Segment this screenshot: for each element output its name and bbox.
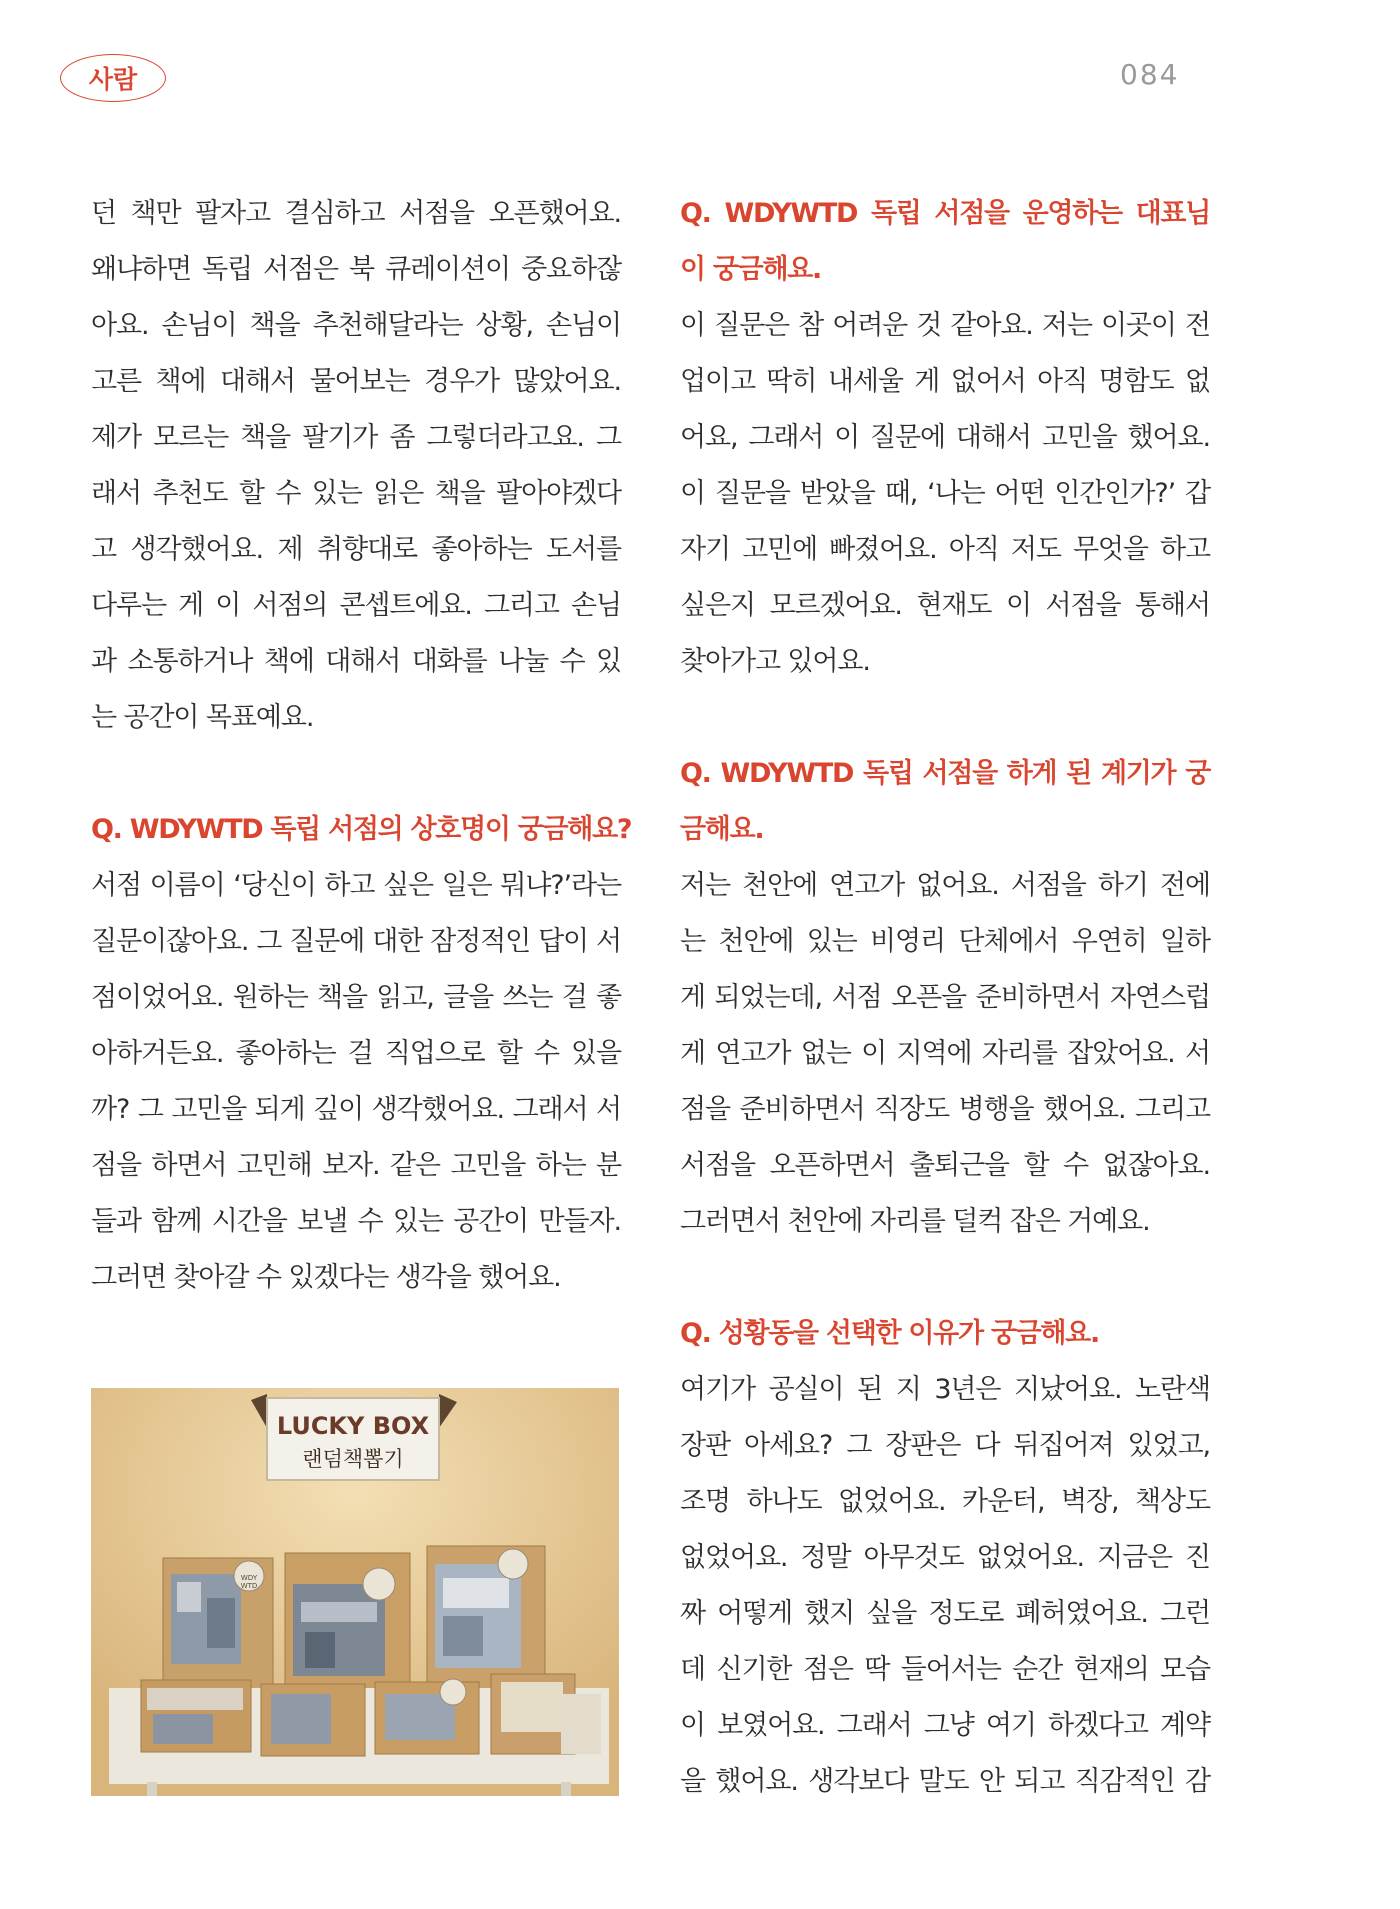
answer-line: 장판 아세요? 그 장판은 다 뒤집어져 있었고, <box>680 1430 1210 1461</box>
paragraph-line: 왜냐하면 독립 서점은 북 큐레이션이 중요하잖 <box>91 254 621 285</box>
question-heading: Q. WDYWTD 독립 서점을 운영하는 대표님 <box>680 198 1210 229</box>
paragraph-line: 래서 추천도 할 수 있는 읽은 책을 팔아야겠다 <box>91 478 621 509</box>
answer-line: 서점 이름이 ‘당신이 하고 싶은 일은 뭐냐?’라는 <box>91 870 621 901</box>
answer-line: 들과 함께 시간을 보낼 수 있는 공간이 만들자. <box>91 1206 621 1237</box>
sticker-text: WDY <box>240 1574 258 1582</box>
answer-line: 게 되었는데, 서점 오픈을 준비하면서 자연스럽 <box>680 982 1210 1013</box>
paragraph-line: 다루는 게 이 서점의 콘셉트에요. 그리고 손님 <box>91 590 621 621</box>
qa-store-name <box>91 802 632 1306</box>
lucky-box-photo <box>91 1388 619 1796</box>
lucky-box-sign <box>251 1394 457 1480</box>
answer-line: 조명 하나도 없었어요. 카운터, 벽장, 책상도 <box>680 1486 1210 1517</box>
paragraph-line: 고 생각했어요. 제 취향대로 좋아하는 도서를 <box>91 534 621 565</box>
answer-line: 어요, 그래서 이 질문에 대해서 고민을 했어요. <box>680 422 1210 453</box>
answer-line: 까? 그 고민을 되게 깊이 생각했어요. 그래서 서 <box>91 1094 621 1125</box>
question-heading: Q. WDYWTD 독립 서점을 하게 된 계기가 궁 <box>680 758 1210 789</box>
answer-line: 데 신기한 점은 딱 들어서는 순간 현재의 모습 <box>680 1654 1210 1685</box>
qa-location <box>680 1306 1210 1810</box>
sign-line-2: 랜덤책뽑기 <box>302 1447 404 1471</box>
paragraph-line: 고른 책에 대해서 물어보는 경우가 많았어요. <box>91 366 621 397</box>
section-label: 사람 <box>60 54 166 102</box>
answer-line: 싶은지 모르겠어요. 현재도 이 서점을 통해서 <box>680 590 1210 621</box>
answer-line: 을 했어요. 생각보다 말도 안 되고 직감적인 감 <box>680 1766 1210 1797</box>
paragraph-line: 과 소통하거나 책에 대해서 대화를 나눌 수 있 <box>91 646 621 677</box>
answer-line: 업이고 딱히 내세울 게 없어서 아직 명함도 없 <box>680 366 1210 397</box>
answer-line: 이 질문은 참 어려운 것 같아요. 저는 이곳이 전 <box>680 310 1210 341</box>
answer-line: 그러면 찾아갈 수 있겠다는 생각을 했어요. <box>91 1262 561 1293</box>
answer-line: 점이었어요. 원하는 책을 읽고, 글을 쓰는 걸 좋 <box>91 982 621 1013</box>
answer-line: 점을 준비하면서 직장도 병행을 했어요. 그리고 <box>680 1094 1210 1125</box>
answer-line: 점을 하면서 고민해 보자. 같은 고민을 하는 분 <box>91 1150 621 1181</box>
question-heading: 금해요. <box>680 814 764 845</box>
answer-line: 아하거든요. 좋아하는 걸 직업으로 할 수 있을 <box>91 1038 621 1069</box>
paragraph-line: 아요. 손님이 책을 추천해달라는 상황, 손님이 <box>91 310 621 341</box>
back-packages <box>163 1546 545 1703</box>
answer-line: 이 보였어요. 그래서 그냥 여기 하겠다고 계약 <box>680 1710 1210 1741</box>
answer-line: 저는 천안에 연고가 없어요. 서점을 하기 전에 <box>680 870 1210 901</box>
question-heading: Q. WDYWTD 독립 서점의 상호명이 궁금해요? <box>91 814 632 845</box>
answer-line: 없었어요. 정말 아무것도 없었어요. 지금은 진 <box>680 1542 1210 1573</box>
sticker-text: WTD <box>240 1582 258 1590</box>
paragraph-line: 제가 모르는 책을 팔기가 좀 그렇더라고요. 그 <box>91 422 621 453</box>
answer-line: 그러면서 천안에 자리를 덜컥 잡은 거예요. <box>680 1206 1150 1237</box>
answer-line: 질문이잖아요. 그 질문에 대한 잠정적인 답이 서 <box>91 926 621 957</box>
photo-illustration <box>91 1388 619 1796</box>
answer-line: 찾아가고 있어요. <box>680 646 870 677</box>
answer-line: 는 천안에 있는 비영리 단체에서 우연히 일하 <box>680 926 1210 957</box>
paragraph-line: 는 공간이 목표예요. <box>91 702 314 733</box>
intro-paragraph <box>91 186 621 746</box>
left-column <box>91 186 632 1306</box>
right-column <box>680 186 1210 1810</box>
answer-line: 짜 어떻게 했지 싶을 정도로 폐허였어요. 그런 <box>680 1598 1210 1629</box>
answer-line: 자기 고민에 빠졌어요. 아직 저도 무엇을 하고 <box>680 534 1210 565</box>
answer-line: 이 질문을 받았을 때, ‘나는 어떤 인간인가?’ 갑 <box>680 478 1210 509</box>
answer-line: 서점을 오픈하면서 출퇴근을 할 수 없잖아요. <box>680 1150 1210 1181</box>
sign-line-1: LUCKY BOX <box>276 1412 430 1440</box>
answer-line: 게 연고가 없는 이 지역에 자리를 잡았어요. 서 <box>680 1038 1210 1069</box>
paragraph-line: 던 책만 팔자고 결심하고 서점을 오픈했어요. <box>91 198 621 229</box>
qa-owner <box>680 186 1210 690</box>
page-number: 084 <box>1120 58 1180 91</box>
answer-line: 여기가 공실이 된 지 3년은 지났어요. 노란색 <box>680 1374 1210 1405</box>
question-heading: Q. 성황동을 선택한 이유가 궁금해요. <box>680 1318 1099 1349</box>
qa-motivation <box>680 746 1210 1250</box>
question-heading: 이 궁금해요. <box>680 254 821 285</box>
